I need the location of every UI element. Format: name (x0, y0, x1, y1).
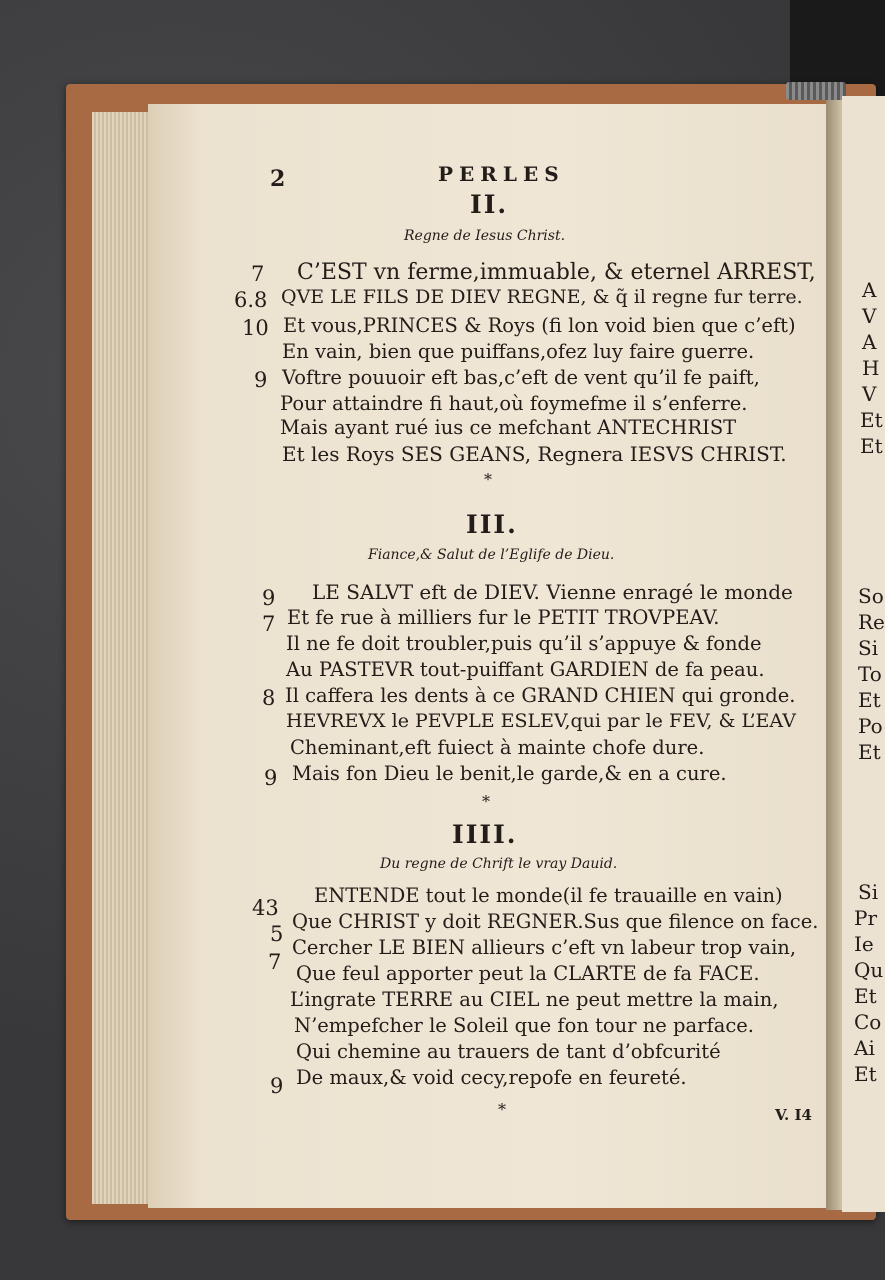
verse-text: Cheminant,eft fuiect à mainte chofe dure. (290, 736, 705, 759)
verse-text: Au PASTEVR tout-puiffant GARDIEN de fa peau. (286, 658, 765, 681)
ornament-asterisk: * (498, 1100, 506, 1119)
facing-fragment: Si (858, 880, 879, 904)
facing-fragment: Et (858, 688, 881, 712)
book-gutter (826, 100, 842, 1210)
verse-number: 7 (251, 262, 265, 286)
facing-fragment: Et (854, 984, 877, 1008)
facing-fragment: To (858, 662, 882, 686)
verse-number: 43 (252, 896, 279, 920)
section-subtitle: Fiance,& Salut de l’Eglife de Dieu. (368, 547, 615, 563)
facing-fragment: Et (860, 408, 883, 432)
verse-text: L’ingrate TERRE au CIEL ne peut mettre la main, (290, 988, 779, 1011)
facing-fragment: H (862, 356, 880, 380)
verse-number: 8 (262, 686, 276, 710)
section-number: II. (470, 190, 509, 219)
verse-text: ENTENDE tout le monde(il fe trauaille en vain) (314, 884, 783, 907)
page-header (148, 162, 830, 192)
facing-fragment: Re (858, 610, 885, 634)
verse-number: 7 (262, 612, 276, 636)
facing-fragment: So (858, 584, 884, 608)
verse-text: Mais fon Dieu le benit,le garde,& en a cure. (292, 762, 727, 785)
verse-text: Que feul apporter peut la CLARTE de fa FACE. (296, 962, 760, 985)
book-headband (786, 82, 846, 100)
verse-number: 10 (242, 316, 269, 340)
verse-text: De maux,& void cecy,repofe en feureté. (296, 1066, 687, 1089)
verse-number: 9 (254, 368, 268, 392)
verse-number: 5 (270, 922, 284, 946)
ornament-asterisk: * (482, 792, 490, 811)
facing-fragment: Co (854, 1010, 882, 1034)
facing-fragment: A (862, 330, 877, 354)
section-subtitle: Regne de Iesus Christ. (404, 228, 566, 244)
running-title: PERLES (438, 162, 565, 186)
catchword: V. I4 (775, 1106, 812, 1124)
verse-number: 9 (262, 586, 276, 610)
verse-text: Il caffera les dents à ce GRAND CHIEN qui gronde. (285, 684, 796, 707)
verse-text: Pour attaindre fi haut,où foymefme il s’enferre. (280, 392, 748, 415)
facing-fragment: Qu (854, 958, 884, 982)
facing-fragment: V (862, 382, 877, 406)
verse-text: C’EST vn ferme,immuable, & eternel ARREST, (297, 260, 816, 285)
verse-text: Et les Roys SES GEANS, Regnera IESVS CHRIST. (282, 442, 787, 466)
facing-fragment: Pr (854, 906, 878, 930)
section-number: III. (466, 510, 518, 539)
facing-fragment: Po (858, 714, 883, 738)
verse-text: Et fe rue à milliers fur le PETIT TROVPEAV. (287, 606, 720, 629)
facing-page (842, 96, 885, 1212)
section-subtitle: Du regne de Chrift le vray Dauid. (380, 856, 618, 872)
verse-text: Cercher LE BIEN allieurs c’eft vn labeur trop vain, (292, 936, 797, 959)
verse-text: En vain, bien que puiffans,ofez luy faire guerre. (282, 340, 755, 363)
verse-text: Qui chemine au trauers de tant d’obfcurité (296, 1040, 721, 1063)
facing-fragment: V (862, 304, 877, 328)
facing-fragment: Si (858, 636, 879, 660)
page-number: 2 (270, 166, 286, 192)
verse-number: 7 (268, 950, 282, 974)
verse-number: 6.8 (234, 288, 268, 312)
facing-fragment: A (862, 278, 877, 302)
facing-fragment: Ai (854, 1036, 875, 1060)
verse-text: Et vous,PRINCES & Roys (fi lon void bien que c’eft) (283, 314, 796, 337)
verse-text: HEVREVX le PEVPLE ESLEV,qui par le FEV, & L’EAV (286, 710, 796, 732)
verse-text: Voftre pouuoir eft bas,c’eft de vent qu’il fe paift, (282, 366, 760, 389)
verse-text: Que CHRIST y doit REGNER.Sus que filence on face. (292, 910, 819, 933)
facing-fragment: Et (858, 740, 881, 764)
facing-fragment: Et (860, 434, 883, 458)
verse-text: Mais ayant rué ius ce mefchant ANTECHRIST (280, 416, 737, 439)
ornament-asterisk: * (484, 470, 492, 489)
page-edges (92, 112, 154, 1204)
section-number: IIII. (452, 820, 518, 849)
verse-text: Il ne fe doit troubler,puis qu’il s’appuye & fonde (286, 632, 762, 655)
verse-text: N’empefcher le Soleil que fon tour ne parface. (294, 1014, 754, 1037)
verse-text: QVE LE FILS DE DIEV REGNE, & q̃ il regne fur terre. (281, 286, 803, 308)
verse-number: 9 (264, 766, 278, 790)
facing-fragment: Ie (854, 932, 874, 956)
verse-number: 9 (270, 1074, 284, 1098)
facing-fragment: Et (854, 1062, 877, 1086)
verse-text: LE SALVT eft de DIEV. Vienne enragé le monde (312, 580, 793, 604)
